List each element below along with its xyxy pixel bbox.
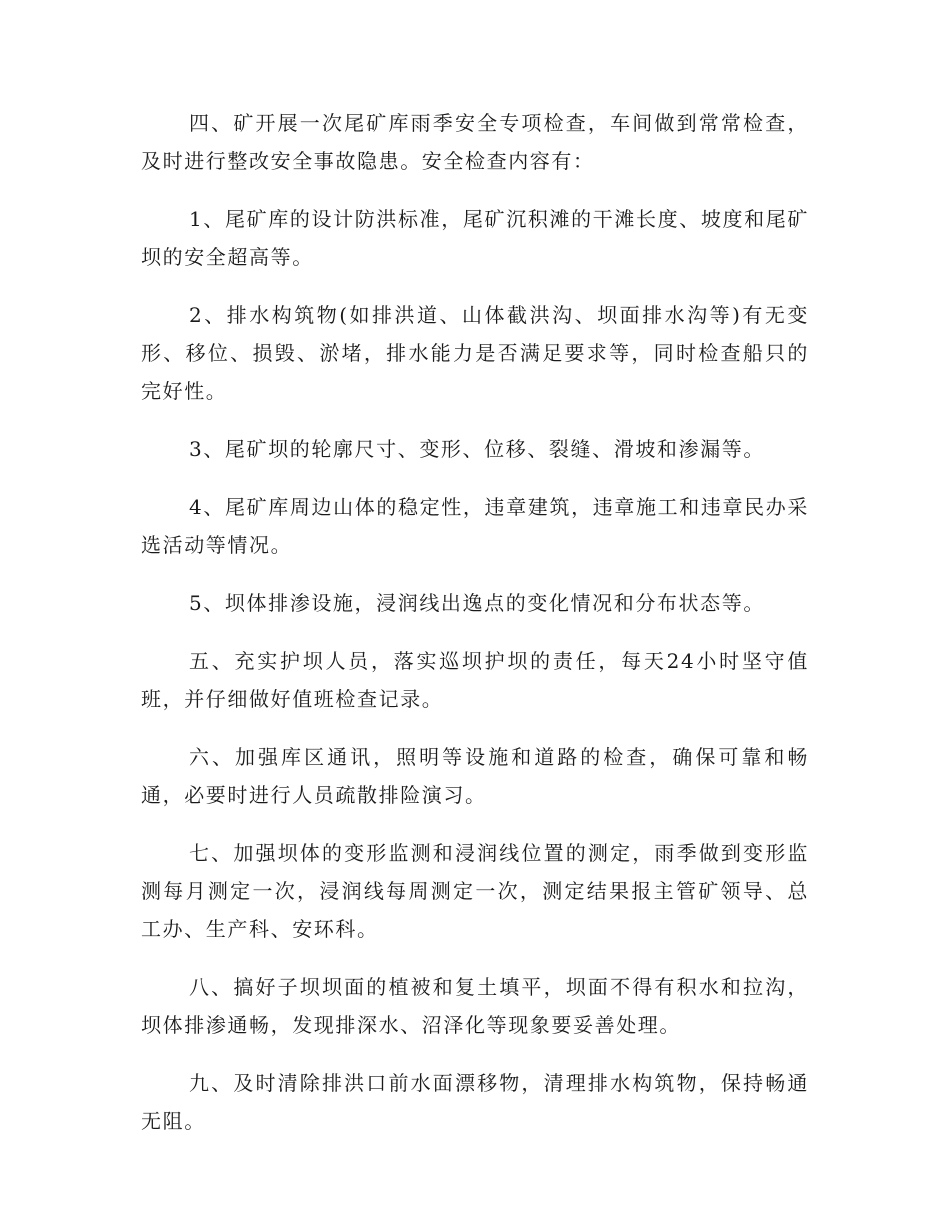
paragraph-item-1-flood-standard: 1、尾矿库的设计防洪标准，尾矿沉积滩的干滩长度、坡度和尾矿坝的安全超高等。: [141, 207, 809, 269]
paragraph-item-5-seepage-facilities: 5、坝体排渗设施，浸润线出逸点的变化情况和分布状态等。: [189, 591, 765, 615]
paragraph-subdam-vegetation: 八、搞好子坝坝面的植被和复土填平，坝面不得有积水和拉沟，坝体排渗通畅，发现排深水、沼泽化等现象要妥善处理。: [141, 975, 809, 1037]
paragraph-communication-lighting: 六、加强库区通讯，照明等设施和道路的检查，确保可靠和畅通，必要时进行人员疏散排险演习。: [141, 745, 809, 807]
paragraph-item-3-dam-profile: 3、尾矿坝的轮廓尺寸、变形、位移、裂缝、滑坡和渗漏等。: [189, 437, 765, 461]
paragraph-inspection-plan: 四、矿开展一次尾矿库雨季安全专项检查，车间做到常常检查，及时进行整改安全事故隐患。安全检查内容有：: [141, 111, 809, 173]
paragraph-dam-patrol-staff: 五、充实护坝人员，落实巡坝护坝的责任，每天24小时坚守值班，并仔细做好值班检查记录。: [141, 649, 809, 711]
paragraph-clear-floating-debris: 九、及时清除排洪口前水面漂移物，清理排水构筑物，保持畅通无阻。: [141, 1071, 809, 1133]
paragraph-deformation-monitoring: 七、加强坝体的变形监测和浸润线位置的测定，雨季做到变形监测每月测定一次，浸润线每周测定一次，测定结果报主管矿领导、总工办、生产科、安环科。: [141, 841, 809, 941]
paragraph-item-4-mountain-stability: 4、尾矿库周边山体的稳定性，违章建筑，违章施工和违章民办采选活动等情况。: [141, 495, 809, 557]
document-body: [141, 104, 809, 1160]
paragraph-item-2-drainage-structures: 2、排水构筑物(如排洪道、山体截洪沟、坝面排水沟等)有无变形、移位、损毁、淤堵，排水能力是否满足要求等，同时检查船只的完好性。: [141, 303, 809, 403]
